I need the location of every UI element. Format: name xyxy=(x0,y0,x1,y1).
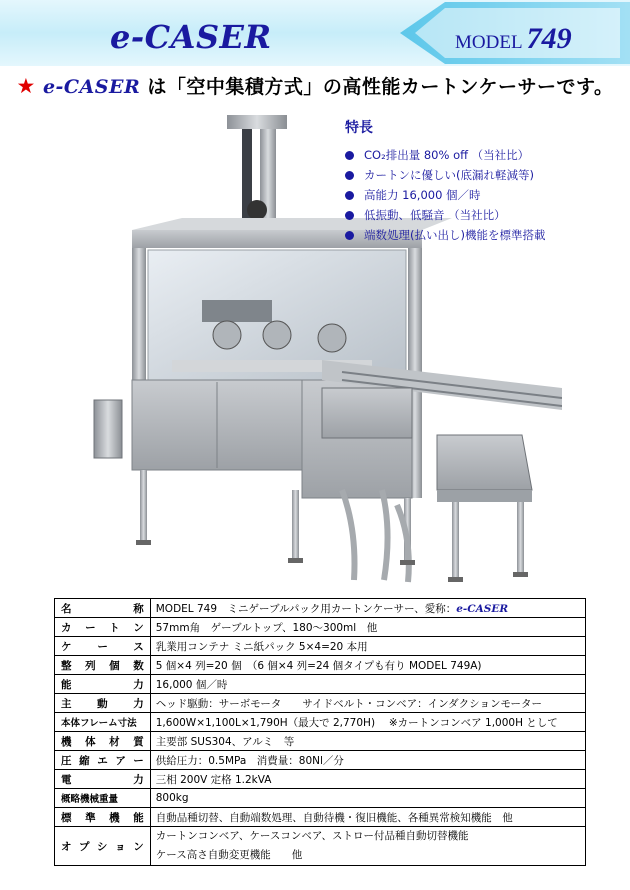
spec-value: 57mm角 ゲーブルトップ、180～300ml 他 xyxy=(150,618,585,637)
spec-value xyxy=(150,599,585,618)
spec-key: 能力 xyxy=(55,675,151,694)
table-row xyxy=(55,770,586,789)
model-label-box xyxy=(455,22,572,56)
spec-value: 800kg xyxy=(150,789,585,808)
spec-value-line: ケース高さ自動変更機能 他 xyxy=(155,849,303,861)
feature-item xyxy=(345,185,625,205)
tagline xyxy=(0,72,630,100)
spec-key: ケース xyxy=(55,637,151,656)
spec-key: 機体材質 xyxy=(55,732,151,751)
bullet-icon xyxy=(345,191,354,200)
table-row xyxy=(55,732,586,751)
spec-key: 標準機能 xyxy=(55,808,151,827)
spec-value: 1,600W×1,100L×1,790H（最大で 2,770H) ※カートンコンベア 1,000H として xyxy=(150,713,585,732)
feature-text: 低振動、低騒音 （当社比） xyxy=(364,208,506,222)
spec-key: カートン xyxy=(55,618,151,637)
table-row xyxy=(55,675,586,694)
feature-text: 端数処理(払い出し)機能を標準搭載 xyxy=(364,228,546,242)
table-row xyxy=(55,618,586,637)
feature-text: CO₂排出量 80% off （当社比） xyxy=(364,148,530,162)
feature-item xyxy=(345,165,625,185)
features-title: 特長 xyxy=(345,120,373,136)
features-section xyxy=(345,117,625,245)
spec-key: 主動力 xyxy=(55,694,151,713)
table-row xyxy=(55,751,586,770)
spec-value-brand: e-CASER xyxy=(456,602,509,615)
star-icon: ★ xyxy=(16,74,36,98)
spec-value: 自動品種切替、自動端数処理、自動待機・復旧機能、各種異常検知機能 他 xyxy=(150,808,585,827)
spec-value: 主要部 SUS304、アルミ 等 xyxy=(150,732,585,751)
bullet-icon xyxy=(345,151,354,160)
table-row xyxy=(55,808,586,827)
feature-item xyxy=(345,225,625,245)
bullet-icon xyxy=(345,211,354,220)
spec-value: 三相 200V 定格 1.2kVA xyxy=(150,770,585,789)
table-row xyxy=(55,789,586,808)
spec-value-line: カートンコンベア、ケースコンベア、ストロー付品種自動切替機能 xyxy=(155,830,469,842)
feature-text: カートンに優しい(底漏れ軽減等) xyxy=(364,168,534,182)
brand-title: e-CASER xyxy=(110,18,272,56)
table-row xyxy=(55,656,586,675)
spec-value-text: MODEL 749 ミニゲーブルパック用カートンケーサー、愛称： xyxy=(155,602,457,615)
spec-key: 電力 xyxy=(55,770,151,789)
bullet-icon xyxy=(345,231,354,240)
model-number: 749 xyxy=(526,22,572,55)
table-row xyxy=(55,599,586,618)
spec-key: オプション xyxy=(55,827,151,866)
spec-key: 概略機械重量 xyxy=(55,789,151,808)
feature-text: 高能力 16,000 個／時 xyxy=(364,188,481,202)
spec-key: 名 称 xyxy=(55,599,151,618)
table-row xyxy=(55,694,586,713)
spec-value: 乳業用コンテナ ミニ紙パック 5×4=20 本用 xyxy=(150,637,585,656)
model-label: MODEL xyxy=(455,32,523,53)
feature-item xyxy=(345,145,625,165)
bullet-icon xyxy=(345,171,354,180)
spec-value: 5 個×4 列=20 個 （6 個×4 列=24 個タイプも有り MODEL 749A) xyxy=(150,656,585,675)
spec-value xyxy=(150,827,585,866)
spec-key: 圧縮エアー xyxy=(55,751,151,770)
spec-value: ヘッド駆動：サーボモータ サイドベルト・コンベア：インダクションモーター xyxy=(150,694,585,713)
spec-key: 本体フレーム寸法 xyxy=(55,713,151,732)
tagline-brand: e-CASER xyxy=(42,76,141,98)
table-row xyxy=(55,827,586,866)
header-banner xyxy=(0,0,630,66)
spec-value: 供給圧力：0.5MPa 消費量：80Nl／分 xyxy=(150,751,585,770)
table-row xyxy=(55,637,586,656)
tagline-text: は「空中集積方式」の高性能カートンケーサーです。 xyxy=(140,76,614,98)
spec-key: 整列個数 xyxy=(55,656,151,675)
spec-value: 16,000 個／時 xyxy=(150,675,585,694)
spec-table xyxy=(54,598,586,866)
table-row xyxy=(55,713,586,732)
features-list xyxy=(345,145,625,245)
feature-item xyxy=(345,205,625,225)
